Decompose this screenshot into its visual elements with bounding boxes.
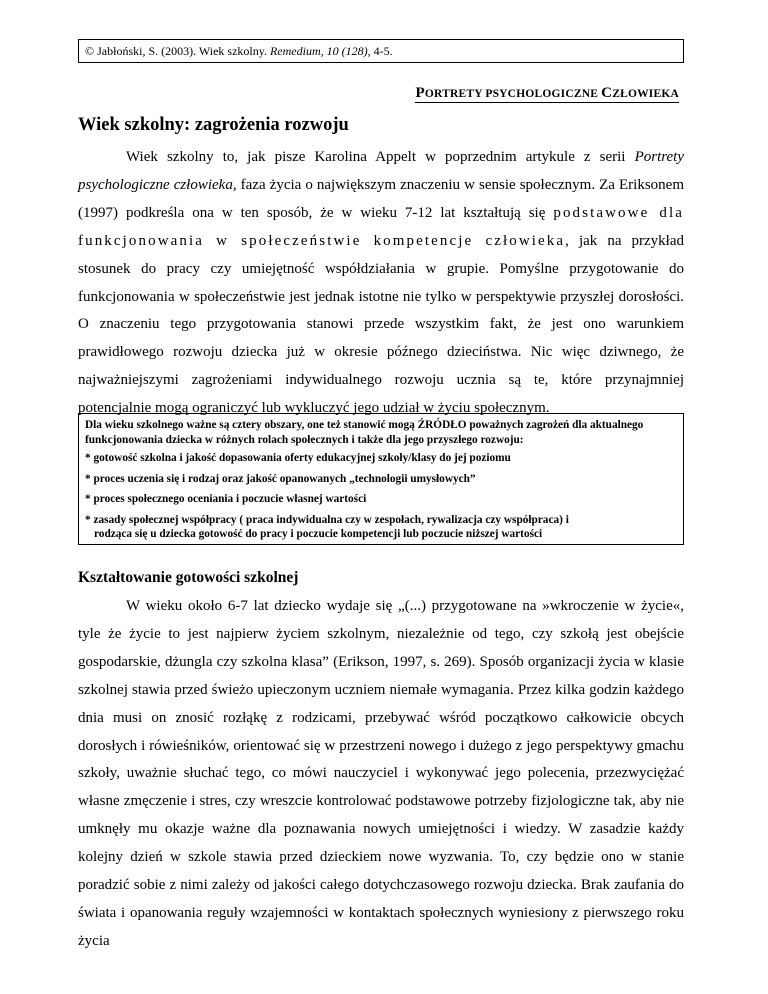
info-box-item: * proces uczenia się i rodzaj oraz jakość opanowanych „technologii umysłowych” <box>85 472 476 485</box>
intro-paragraph <box>78 144 684 423</box>
citation-authors: © Jabłoński, S. (2003). Wiek szkolny. <box>85 44 270 58</box>
info-box <box>78 413 684 545</box>
citation-pages: , 4-5. <box>367 44 393 58</box>
info-box-item: * gotowość szkolna i jakość dopasowania oferty edukacyjnej szkoły/klasy do jej poziomu <box>85 452 511 464</box>
info-box-item-continuation: rodząca się u dziecka gotowość do pracy i poczucie kompetencji lub poczucie niższej wartości <box>94 528 543 540</box>
series-word-2: PSYCHOLOGICZNE <box>485 88 602 100</box>
series-word-3: ZŁOWIEKA <box>612 88 679 100</box>
intro-text-1: Wiek szkolny to, jak pisze Karolina Appelt w poprzednim artykule z serii <box>126 149 635 165</box>
citation-journal: Remedium, 10 (128) <box>269 44 368 58</box>
series-title-underlined <box>415 85 679 103</box>
section-heading: Kształtowanie gotowości szkolnej <box>78 569 299 586</box>
info-box-item <box>85 513 677 542</box>
intro-text-2: , faza życia o największym znaczeniu w sensie społecznym. Za Eriksonem (1997) podkreśla ona w ten sposób, że w wieku 7-12 lat kształtują się <box>78 176 684 221</box>
info-box-item: * proces społecznego oceniania i poczucie własnej wartości <box>85 493 367 505</box>
intro-text-3: , jak na przykład stosunek do pracy czy umiejętność współdziałania w grupie. Pomyślne przygotowanie do funkcjonowania w społeczeństwie jest jednak istotne nie tylko w perspektywie przyszłej dorosłości. O znaczeniu tego przygotowania stanowi przede wszystkim fakt, że jest ono warunkiem prawidłowego rozwoju dziecka już w okresie późnego dzieciństwa. Nic więc dziwnego, że najważniejszymi zagrożeniami indywidualnego rozwoju ucznia są te, które przynajmniej potencjalnie mogą ograniczyć lub wykluczyć jego udział w życiu społecznym. <box>78 232 685 417</box>
info-box-intro: Dla wieku szkolnego ważne są cztery obszary, one też stanowić mogą ŹRÓDŁO poważnych zagrożeń dla aktualnego funkcjonowania dziecka w różnych rolach społecznych i także dla jego przyszłego rozwoju: <box>85 419 644 446</box>
article-title: Wiek szkolny: zagrożenia rozwoju <box>78 115 349 135</box>
intro-series-name: Portrety psychologiczne człowieka <box>78 149 684 193</box>
series-letter-c: C <box>601 85 613 101</box>
series-letter-p: P <box>415 85 425 101</box>
series-word-1: ORTRETY <box>424 88 486 100</box>
intro-spaced-phrase: podstawowe dla funkcjonowania w społeczeństwie kompetencje człowieka <box>78 204 685 249</box>
series-title <box>354 85 679 102</box>
citation-box <box>78 39 684 63</box>
info-box-item-text: * zasady społecznej współpracy ( praca indywidualna czy w zespołach, rywalizacja czy współpraca) i <box>85 513 569 526</box>
section-paragraph: W wieku około 6-7 lat dziecko wydaje się „(...) przygotowane na »wkroczenie w życie«, tyle że życie to jest najpierw życiem szkolnym, niezależnie od tego, czy szkołą jest obejście gospodarskie, dżungla czy szkolna klasa” (Erikson, 1997, s. 269). Sposób organizacji życia w klasie szkolnej stawia przed świeżo upieczonym uczniem niemałe wymagania. Przez kilka godzin każdego dnia musi on znosić rozłąkę z rodzicami, przebywać wśród początkowo całkowicie obcych dorosłych i rówieśników, orientować się w przestrzeni nowego i dużego z jego perspektywy gmachu szkoły, uważnie słuchać tego, co mówi nauczyciel i wykonywać jego polecenia, przezwyciężać własne zmęczenie i stres, czy wreszcie kontrolować podstawowe potrzeby fizjologiczne tak, aby nie umknęły mu okazje ważne dla poznawania nowych umiejętności i wiedzy. W zasadzie każdy kolejny dzień w szkole stawia przed dzieckiem nowe wyzwania. To, czy będzie ono w stanie poradzić sobie z nimi zależy od jakości całego dotychczasowego rozwoju dziecka. Brak zaufania do świata i opanowania reguły wzajemności w kontaktach społecznych wyniesiony z pierwszego roku życia <box>78 598 684 949</box>
